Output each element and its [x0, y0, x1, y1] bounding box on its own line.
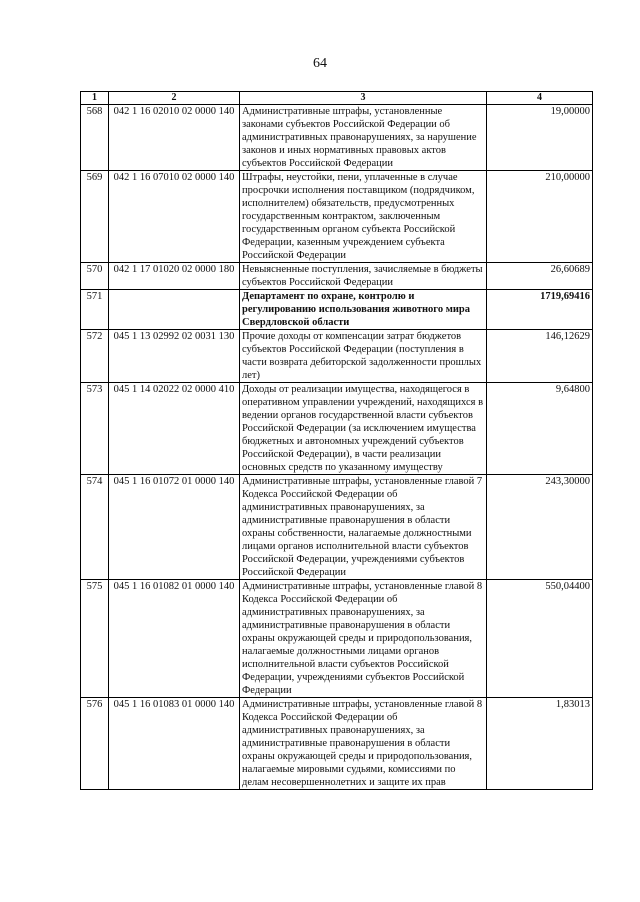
table-row: [81, 580, 593, 698]
row-number-cell: 568: [81, 105, 109, 171]
budget-code-cell: 045 1 16 01072 01 0000 140: [109, 475, 240, 580]
revenue-name-cell: Административные штрафы, установленные главой 7 Кодекса Российской Федерации об административных правонарушениях, за административные правонарушения в области охраны собственности, налагаемые должностными лицами органов исполнительной власти субъектов Российской Федерации, учреждениями субъектов Российской Федерации: [240, 475, 487, 580]
budget-code-cell: 042 1 16 07010 02 0000 140: [109, 171, 240, 263]
amount-cell: 19,00000: [487, 105, 593, 171]
revenue-name-cell: Административные штрафы, установленные главой 8 Кодекса Российской Федерации об административных правонарушениях, за административные правонарушения в области охраны окружающей среды и природопользования, налагаемые мировыми судьями, комиссиями по делам несовершеннолетних и защите их прав: [240, 698, 487, 790]
budget-code-cell: 045 1 16 01083 01 0000 140: [109, 698, 240, 790]
budget-code-cell: [109, 290, 240, 330]
budget-code-cell: 045 1 13 02992 02 0031 130: [109, 330, 240, 383]
table-row: [81, 383, 593, 475]
budget-code-cell: 042 1 17 01020 02 0000 180: [109, 263, 240, 290]
table-row: [81, 475, 593, 580]
column-header-3: 3: [240, 92, 487, 105]
amount-cell: 26,60689: [487, 263, 593, 290]
amount-cell: 243,30000: [487, 475, 593, 580]
amount-cell: 9,64800: [487, 383, 593, 475]
revenue-name-cell: Административные штрафы, установленные законами субъектов Российской Федерации об административных правонарушениях, за нарушение законов и иных нормативных правовых актов субъектов Российской Федерации: [240, 105, 487, 171]
amount-cell: 146,12629: [487, 330, 593, 383]
revenue-name-cell: Штрафы, неустойки, пени, уплаченные в случае просрочки исполнения поставщиком (подрядчиком, исполнителем) обязательств, предусмотренных государственным контрактом, заключенным государственным органом субъекта Российской Федерации, казенным учреждением субъекта Российской Федерации: [240, 171, 487, 263]
row-number-cell: 574: [81, 475, 109, 580]
revenue-name-cell: Доходы от реализации имущества, находящегося в оперативном управлении учреждений, находящихся в ведении органов государственной власти субъектов Российской Федерации (за исключением имущества бюджетных и автономных учреждений субъектов Российской Федерации), в части реализации основных средств по указанному имуществу: [240, 383, 487, 475]
budget-code-cell: 042 1 16 02010 02 0000 140: [109, 105, 240, 171]
row-number-cell: 572: [81, 330, 109, 383]
row-number-cell: 575: [81, 580, 109, 698]
row-number-cell: 576: [81, 698, 109, 790]
table-row: [81, 171, 593, 263]
revenue-name-cell: Департамент по охране, контролю и регулированию использования животного мира Свердловской области: [240, 290, 487, 330]
revenue-name-cell: Административные штрафы, установленные главой 8 Кодекса Российской Федерации об административных правонарушениях, за административные правонарушения в области охраны окружающей среды и природопользования, налагаемые должностными лицами органов исполнительной власти субъектов Российской Федерации, учреждениями субъектов Российской Федерации: [240, 580, 487, 698]
amount-cell: 210,00000: [487, 171, 593, 263]
amount-cell: 1719,69416: [487, 290, 593, 330]
page-number: 64: [313, 56, 327, 71]
table-row: [81, 330, 593, 383]
column-header-4: 4: [487, 92, 593, 105]
column-header-1: 1: [81, 92, 109, 105]
amount-cell: 1,83013: [487, 698, 593, 790]
row-number-cell: 570: [81, 263, 109, 290]
revenue-table: [80, 91, 593, 790]
budget-code-cell: 045 1 16 01082 01 0000 140: [109, 580, 240, 698]
table-row: [81, 263, 593, 290]
table-row: [81, 105, 593, 171]
budget-code-cell: 045 1 14 02022 02 0000 410: [109, 383, 240, 475]
table-header-row: [81, 92, 593, 105]
table-row: [81, 290, 593, 330]
amount-cell: 550,04400: [487, 580, 593, 698]
revenue-name-cell: Прочие доходы от компенсации затрат бюджетов субъектов Российской Федерации (поступления в части возврата дебиторской задолженности прошлых лет): [240, 330, 487, 383]
row-number-cell: 573: [81, 383, 109, 475]
revenue-name-cell: Невыясненные поступления, зачисляемые в бюджеты субъектов Российской Федерации: [240, 263, 487, 290]
table-row: [81, 698, 593, 790]
row-number-cell: 569: [81, 171, 109, 263]
table-body: [81, 105, 593, 790]
row-number-cell: 571: [81, 290, 109, 330]
column-header-2: 2: [109, 92, 240, 105]
